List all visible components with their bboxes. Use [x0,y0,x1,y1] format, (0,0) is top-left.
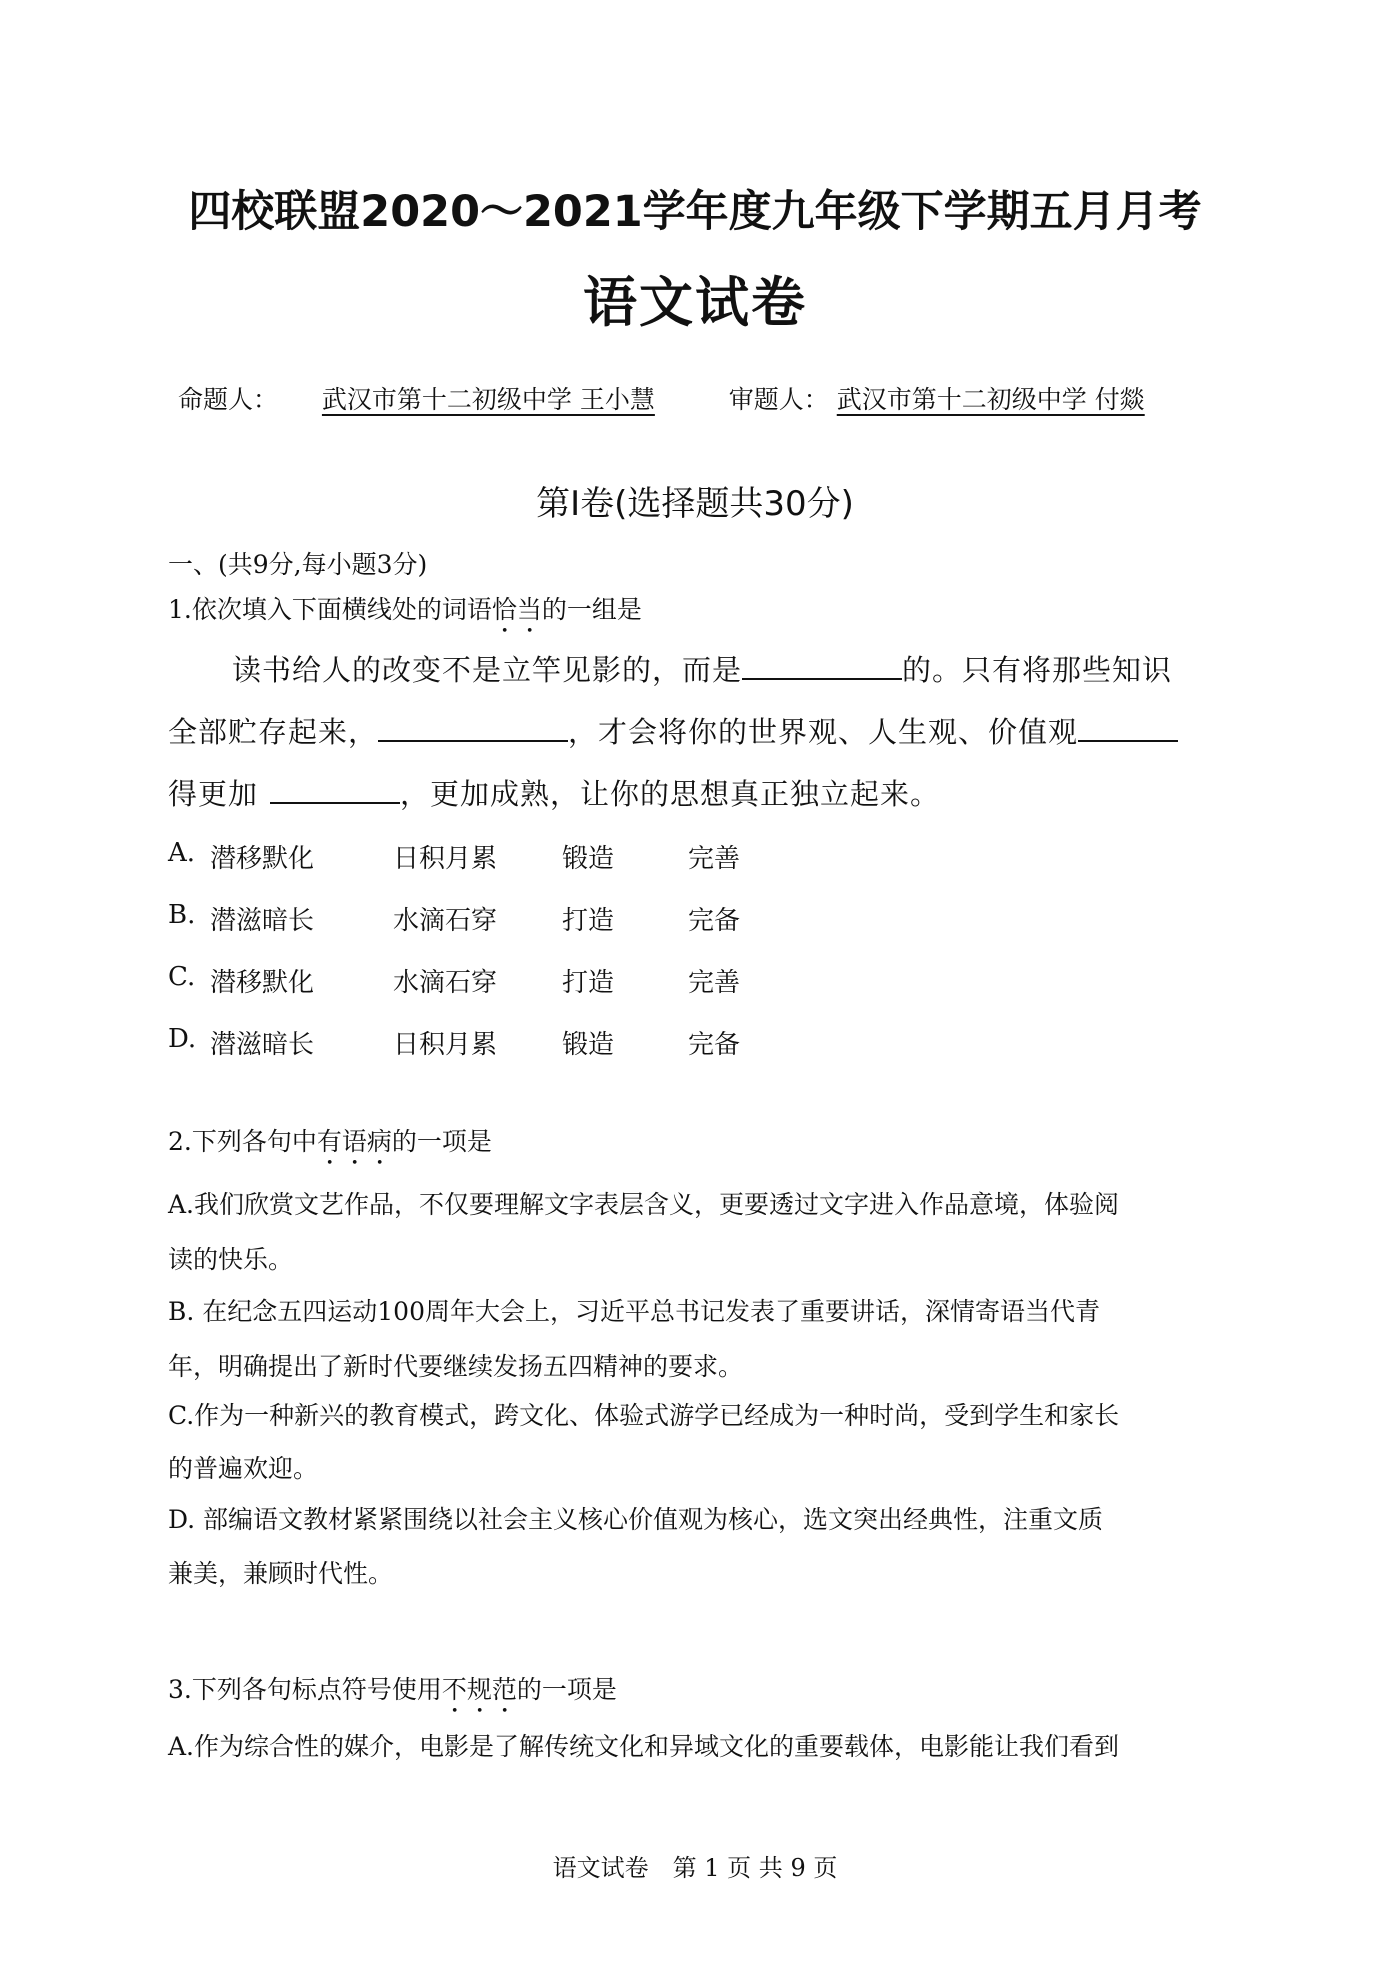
q2-option-b-line-2: 年，明确提出了新时代要继续发扬五四精神的要求。 [168,1352,744,1381]
subject-title: 语文试卷 [583,271,807,334]
setter-name: 武汉市第十二初级中学 王小慧 [321,385,655,414]
q2-option-d-line-1: D. 部编语文教材紧紧围绕以社会主义核心价值观为核心，选文突出经典性，注重文质 [168,1505,1104,1534]
q2-option-d-line-2: 兼美，兼顾时代性。 [168,1559,394,1588]
q3-option-a-line-1: A.作为综合性的媒介，电影是了解传统文化和异域文化的重要载体，电影能让我们看到 [168,1732,1120,1761]
q2-option-c-line-1: C.作为一种新兴的教育模式，跨文化、体验式游学已经成为一种时尚，受到学生和家长 [168,1401,1120,1430]
authors-line [178,380,1145,416]
q1-passage-line-3: 得更加 ，更加成熟，让你的思想真正独立起来。 [168,777,941,811]
q3-stem: 3.下列各句标点符号使用不规范的一项是 [168,1675,617,1704]
q2-emphasis: 有语病 [316,1127,392,1156]
q1-stem: 1.依次填入下面横线处的词语恰当的一组是 [168,595,642,624]
q2-option-b-line-1: B. 在纪念五四运动100周年大会上，习近平总书记发表了重要讲话，深情寄语当代青 [168,1297,1100,1326]
blank-2 [378,716,568,742]
page-footer: 语文试卷 第 1 页 共 9 页 [552,1854,838,1882]
q1-emphasis: 恰当 [491,595,542,624]
reviewer-name: 武汉市第十二初级中学 付燚 [836,385,1145,414]
q1-passage-line-1: 读书给人的改变不是立竿见影的，而是 的。只有将那些知识 [232,653,1173,687]
q2-option-a-line-1: A.我们欣赏文艺作品，不仅要理解文字表层含义，更要透过文字进入作品意境，体验阅 [168,1190,1120,1219]
reviewer-label: 审题人： [728,385,829,414]
blank-1 [742,654,902,680]
q2-option-c-line-2: 的普遍欢迎。 [168,1454,319,1483]
setter-label: 命题人： [178,385,279,414]
blank-3 [1078,716,1178,742]
q2-stem: 2.下列各句中有语病的一项是 [168,1127,492,1156]
q3-emphasis: 不规范 [441,1675,517,1704]
q1-passage-line-2: 全部贮存起来， ，才会将你的世界观、人生观、价值观 [168,710,1178,751]
q2-option-a-line-2: 读的快乐。 [168,1245,294,1274]
exam-title: 四校联盟2020～2021学年度九年级下学期五月月考 [188,187,1202,237]
section-title: 第Ⅰ卷(选择题共30分) [536,484,854,524]
part-heading: 一、(共9分,每小题3分) [168,550,428,579]
blank-4 [270,778,400,804]
